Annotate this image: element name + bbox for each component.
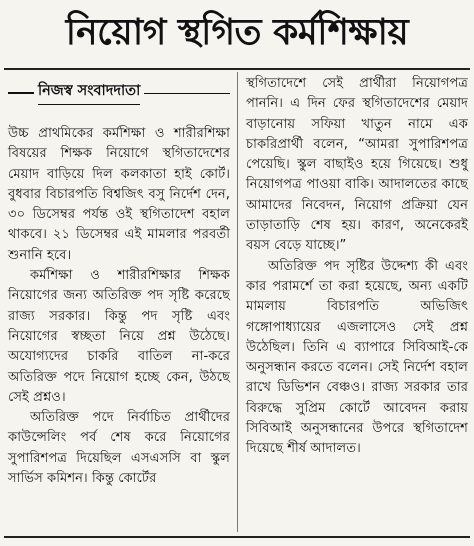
left-column xyxy=(8,74,230,489)
paragraph: কর্মশিক্ষা ও শারীরশিক্ষার শিক্ষক নিয়োগের জন্য অতিরিক্ত পদ সৃষ্টি করেছে রাজ্য সরকার। কিন্তু পদ সৃষ্টি এবং নিয়োগের স্বচ্ছতা নিয়ে প্রশ্ন উঠেছে। অযোগ্যদের চাকরি বাতিল না-করে অতিরিক্ত পদে নিয়োগ হচ্ছে কেন, উঠছে সেই প্রশ্নও। xyxy=(8,268,230,405)
paragraph: স্থগিতাদেশে সেই প্রার্থীরা নিয়োগপত্র পাননি। এ দিন ফের স্থগিতাদেশের মেয়াদ বাড়ানোয় সফিয়া খাতুন নামে এক চাকরিপ্রার্থী বলেন, “আমরা সুপারিশপত্র পেয়েছি। স্কুল বাছাইও হয়ে গিয়েছে। শুধু নিয়োগপত্র পাওয়া বাকি। আদালতের কাছে আমাদের নিবেদন, নিয়োগ প্রক্রিয়া যেন তাড়াতাড়ি শেষ হয়। কারণ, অনেকেরই বয়স বেড়ে যাচ্ছে।” xyxy=(246,76,468,254)
column-divider xyxy=(237,72,238,532)
byline: নিজস্ব সংবাদদাতা xyxy=(38,81,140,104)
headline-rule xyxy=(4,68,470,70)
byline-rule xyxy=(144,93,230,94)
paragraph: অতিরিক্ত পদে নির্বাচিত প্রার্থীদের কাউন্সেলিং পর্ব শেষ করে নিয়োগের সুপারিশপত্র দিয়েছিল এসএসসি বা স্কুল সার্ভিস কমিশন। কিন্তু কোর্টের xyxy=(8,410,230,487)
paragraph: উচ্চ প্রাথমিকের কর্মশিক্ষা ও শারীরশিক্ষা বিষয়ের শিক্ষক নিয়োগে স্থগিতাদেশের মেয়াদ বাড়িয়ে দিল কলকাতা হাই কোর্ট। বুধবার বিচারপতি বিশ্বজিৎ বসু নির্দেশ দেন, ৩০ ডিসেম্বর পর্যন্ত ওই স্থগিতাদেশ বহাল থাকবে। ২১ ডিসেম্বর এই মামলার পরবর্তী শুনানি হবে। xyxy=(8,126,230,263)
byline-block xyxy=(8,78,230,108)
headline: নিয়োগ স্থগিত কর্মশিক্ষায় xyxy=(65,12,409,53)
paragraph: অতিরিক্ত পদ সৃষ্টির উদ্দেশ্য কী এবং কার পরামর্শে তা করা হয়েছে, অন্য একটি মামলায় বিচারপতি অভিজিৎ গঙ্গোপাধ্যায়ের এজলাসেও সেই প্রশ্ন উঠেছিল। তিনি এ ব্যাপারে সিবিআই-কে অনুসন্ধান করতে বলেন। সেই নির্দেশ বহাল রাখে ডিভিশন বেঞ্চও। রাজ্য সরকার তার বিরুদ্ধে সুপ্রিম কোর্টে আবেদন করায় সিবিআই অনুসন্ধানের উপরে স্থগিতাদেশ দিয়েছে শীর্ষ আদালত। xyxy=(246,258,468,457)
right-column xyxy=(246,74,468,460)
byline-bar xyxy=(8,92,34,94)
bottom-rule xyxy=(4,536,470,538)
